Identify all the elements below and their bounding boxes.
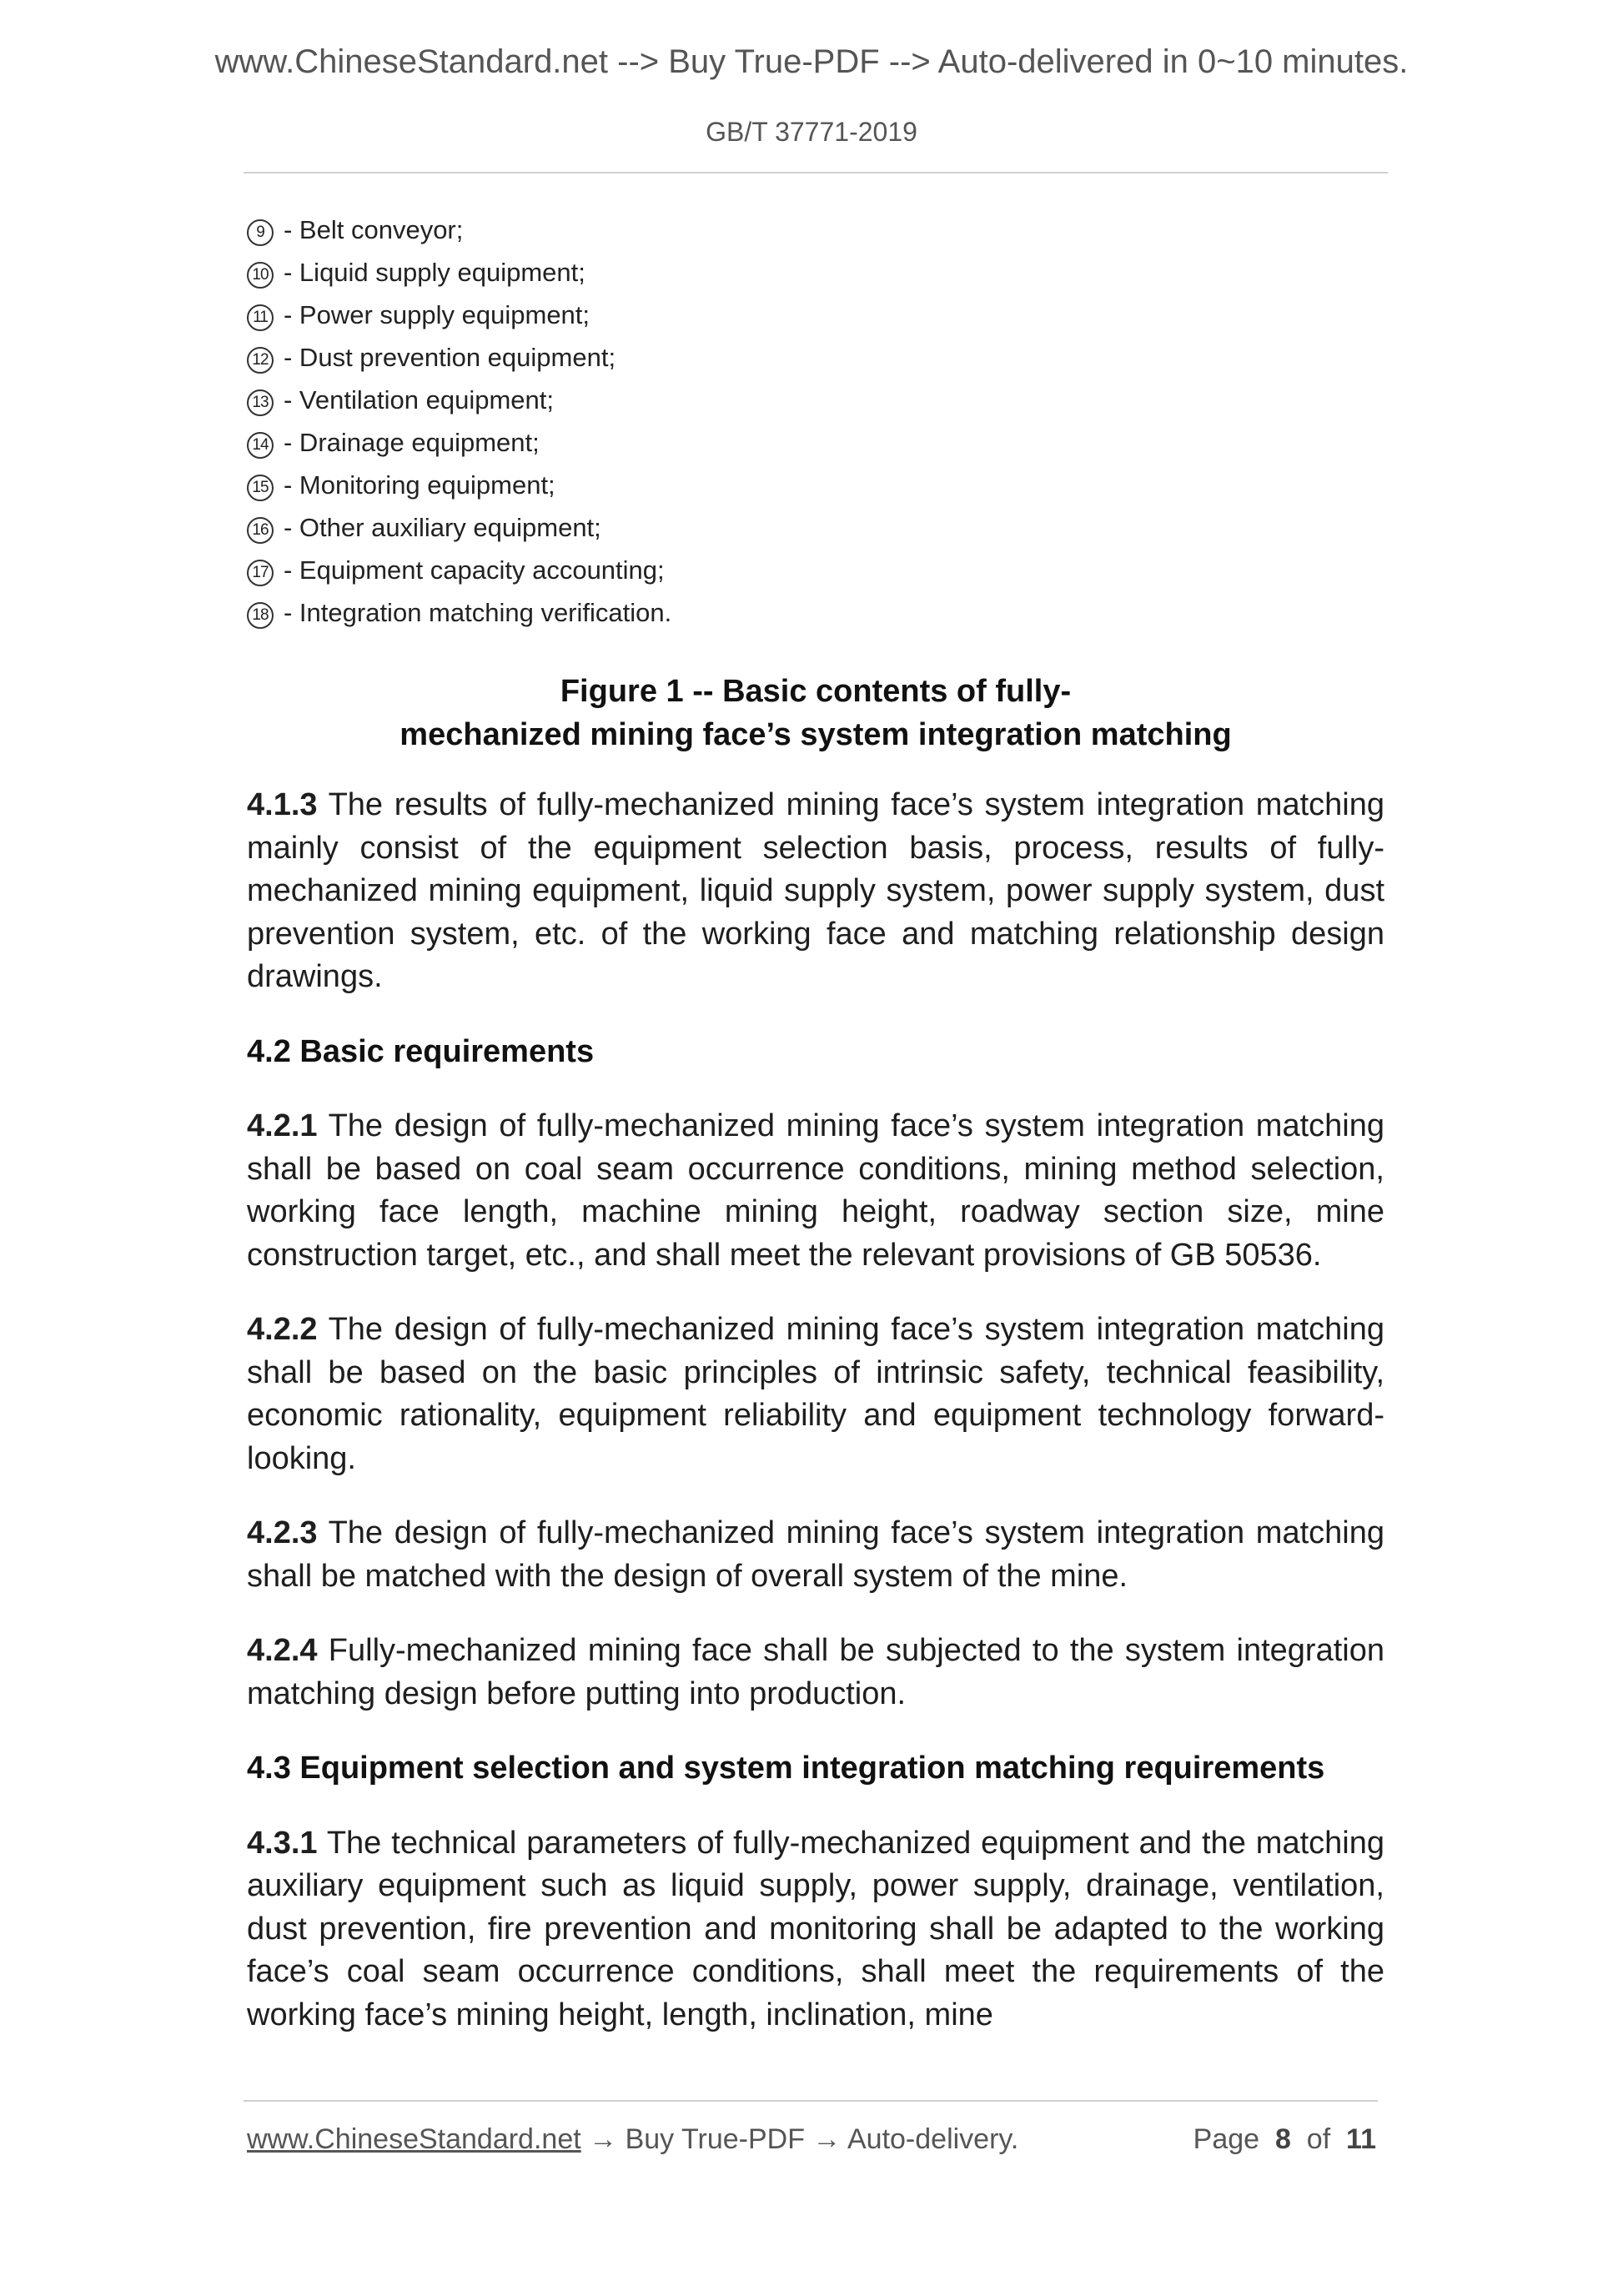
legend-number: 15 [247,475,274,501]
page-footer [247,2123,1376,2156]
legend-text: - Belt conveyor; [284,215,464,244]
legend-item [247,595,1398,637]
footer-divider [244,2100,1378,2102]
clause-number: 4.2.2 [247,1312,318,1347]
clause-4-2-2 [247,1309,1384,1480]
legend-number: 9 [247,219,274,246]
legend-number: 13 [247,389,274,416]
header-divider [244,172,1388,173]
legend-text: - Other auxiliary equipment; [284,513,601,542]
section-heading-4-3: 4.3 Equipment selection and system integration matching requirements [247,1751,1325,1786]
legend-item [247,552,1398,595]
clause-number: 4.2.3 [247,1515,318,1550]
legend-item [247,254,1398,297]
legend-number: 18 [247,602,274,629]
legend-number: 10 [247,262,274,289]
clause-number: 4.3.1 [247,1825,318,1861]
current-page-number: 8 [1274,2123,1291,2155]
legend-item [247,467,1398,510]
legend-text: - Liquid supply equipment; [284,258,585,287]
clause-4-2-4 [247,1630,1384,1716]
clause-text: The results of fully-mechanized mining face’s system integration matching mainly consist of the equipment selection basis, process, results of fully-mechanized mining equipment, liquid supply system, power supply system, dust prevention system, etc. of the working face and matching relationship design drawings. [247,787,1384,994]
page-label: Page [1193,2123,1260,2155]
clause-4-2-1 [247,1105,1384,1277]
legend-number: 11 [247,304,274,331]
of-label: of [1306,2123,1331,2155]
footer-tagline: → Buy True-PDF → Auto-delivery. [580,2123,1019,2155]
legend-number: 17 [247,560,274,586]
clause-text: The design of fully-mechanized mining face’s system integration matching shall be matched with the design of overall system of the mine. [247,1515,1384,1594]
legend-text: - Equipment capacity accounting; [284,555,665,585]
clause-text: The design of fully-mechanized mining face’s system integration matching shall be based on the basic principles of intrinsic safety, technical feasibility, economic rationality, equipment reliability and equipment technology forward-looking. [247,1312,1384,1476]
legend-item [247,212,1398,254]
page-indicator [1193,2123,1376,2156]
clause-number: 4.2.4 [247,1633,318,1668]
clause-4-1-3 [247,784,1384,999]
top-banner: www.ChineseStandard.net --> Buy True-PDF --> Auto-delivered in 0~10 minutes. [214,43,1409,80]
section-heading-4-2: 4.2 Basic requirements [247,1033,595,1069]
figure-caption-line-1: Figure 1 -- Basic contents of fully- [560,674,1072,709]
legend-item [247,510,1398,552]
clause-text: Fully-mechanized mining face shall be subjected to the system integration matching design before putting into production. [247,1633,1384,1711]
legend-item [247,382,1398,425]
legend-text: - Drainage equipment; [284,428,540,457]
legend-item [247,339,1398,382]
legend-item [247,297,1398,339]
clause-4-3-1 [247,1822,1384,2037]
legend-text: - Power supply equipment; [284,300,590,329]
legend-text: - Monitoring equipment; [284,470,555,500]
legend-number: 12 [247,347,274,374]
figure-legend-list [247,212,1398,637]
figure-caption [244,670,1388,756]
legend-number: 14 [247,432,274,459]
clause-text: The design of fully-mechanized mining face’s system integration matching shall be based on coal seam occurrence conditions, mining method selection, working face length, machine mining height, roadway section size, mine construction target, etc., and shall meet the relevant provisions of GB 50536. [247,1108,1384,1273]
figure-caption-line-2: mechanized mining face’s system integration matching [399,717,1232,752]
clause-number: 4.2.1 [247,1108,318,1143]
legend-text: - Integration matching verification. [284,598,672,627]
clause-text: The technical parameters of fully-mechanized equipment and the matching auxiliary equipment such as liquid supply, power supply, drainage, ventilation, dust prevention, fire prevention and monitoring shall be adapted to the working face’s coal seam occurrence conditions, shall meet the requirements of the working face’s mining height, length, inclination, mine [247,1825,1384,2032]
document-code: GB/T 37771-2019 [706,117,917,147]
legend-item [247,425,1398,467]
total-pages-number: 11 [1346,2123,1376,2155]
clause-number: 4.1.3 [247,787,318,822]
footer-site-link[interactable]: www.ChineseStandard.net [247,2123,581,2155]
document-body [247,784,1384,2068]
legend-text: - Ventilation equipment; [284,385,554,414]
legend-number: 16 [247,517,274,544]
clause-4-2-3 [247,1512,1384,1598]
legend-text: - Dust prevention equipment; [284,343,616,372]
